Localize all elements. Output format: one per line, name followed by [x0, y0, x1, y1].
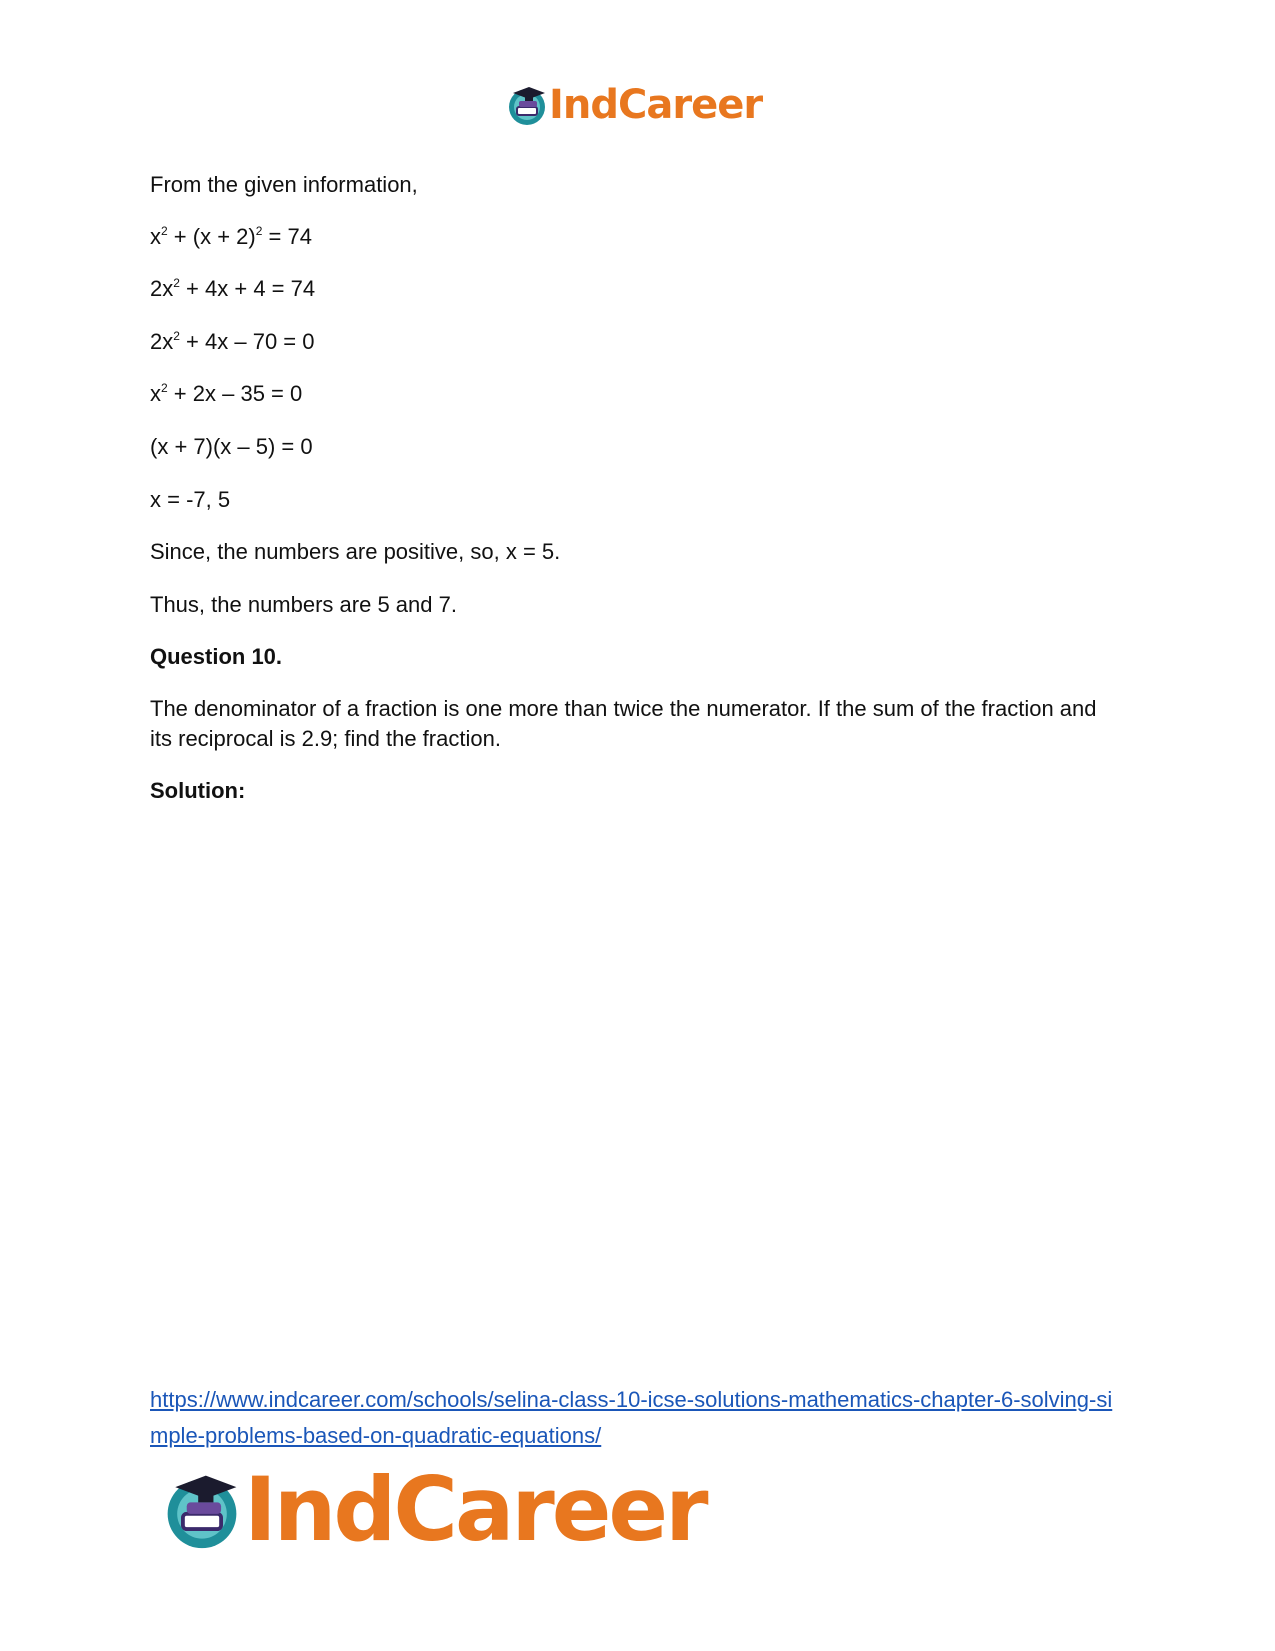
- question-text: The denominator of a fraction is one more than twice the numerator. If the sum of the fraction and its reciprocal is 2.9; find the fraction.: [150, 696, 1097, 751]
- thus-text: Thus, the numbers are 5 and 7.: [150, 592, 457, 617]
- equation-3: $2x^2 + 4x - 70 = 0$: [150, 329, 315, 354]
- source-link[interactable]: https://www.indcareer.com/schools/selina-class-10-icse-solutions-mathematics-chapter-6-solving-simple-problems-based-on-quadratic-equations/: [150, 1387, 1113, 1448]
- footer-logo: [160, 1458, 706, 1561]
- logo-text: IndCareer: [549, 82, 763, 128]
- solution-label: Solution:: [150, 778, 246, 803]
- equation-5: (x + 7)(x – 5) = 0: [150, 434, 313, 459]
- header-logo: [505, 80, 762, 130]
- intro-text: From the given information,: [150, 172, 418, 197]
- since-text: Since, the numbers are positive, so, x = 5.: [150, 539, 561, 564]
- equation-2: $2x^2 + 4x + 4 = 74$: [150, 276, 316, 301]
- logo-emblem-icon: [160, 1468, 244, 1552]
- question-title: Question 10.: [150, 644, 283, 669]
- equation-1: $x^2 + (x + 2)^2 = 74$: [150, 224, 312, 249]
- equation-4: $x^2 + 2x - 35 = 0$: [150, 381, 303, 406]
- logo-emblem-icon: [505, 83, 549, 127]
- logo-text: IndCareer: [244, 1458, 706, 1561]
- equation-6: x = -7, 5: [150, 487, 231, 512]
